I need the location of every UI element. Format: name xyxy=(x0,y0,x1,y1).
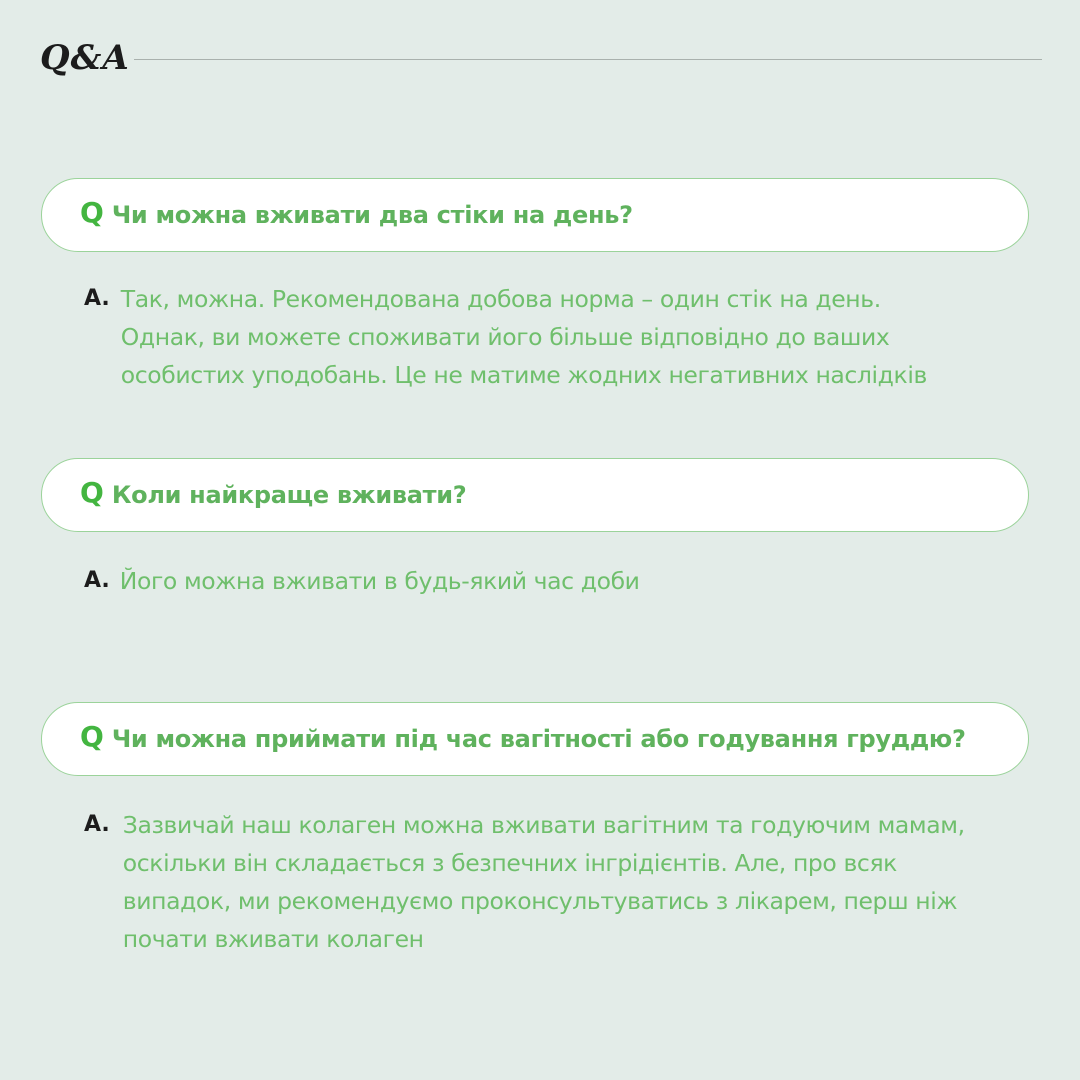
answer-line: почати вживати колаген xyxy=(122,925,424,953)
answer-block-2 xyxy=(84,562,640,600)
answer-marker: A. xyxy=(84,568,110,593)
answer-line: Його можна вживати в будь-який час доби xyxy=(119,567,640,595)
answer-block-1 xyxy=(84,280,927,394)
answer-line: Зазвичай наш колаген можна вживати вагітним та годуючим мамам, xyxy=(122,811,965,839)
header-divider xyxy=(134,59,1042,60)
question-text: Коли найкраще вживати? xyxy=(111,481,467,509)
answer-marker: A. xyxy=(84,812,110,837)
question-text: Чи можна приймати під час вагітності або годування груддю? xyxy=(111,725,966,753)
answer-text xyxy=(121,280,927,394)
question-marker: Q xyxy=(80,720,104,753)
question-pill-2 xyxy=(41,458,1029,532)
question-marker: Q xyxy=(80,196,104,229)
answer-text xyxy=(120,562,640,600)
answer-line: Однак, ви можете споживати його більше відповідно до ваших xyxy=(120,323,890,351)
answer-block-3 xyxy=(84,806,965,958)
question-pill-1 xyxy=(41,178,1029,252)
answer-line: особистих уподобань. Це не матиме жодних негативних наслідків xyxy=(120,361,927,389)
question-marker: Q xyxy=(80,476,104,509)
answer-text xyxy=(123,806,965,958)
question-text: Чи можна вживати два стіки на день? xyxy=(111,201,633,229)
answer-line: оскільки він складається з безпечних інгрідієнтів. Але, про всяк xyxy=(122,849,897,877)
answer-line: випадок, ми рекомендуємо проконсультуватись з лікарем, перш ніж xyxy=(122,887,958,915)
page-title: Q&A xyxy=(40,38,130,78)
answer-line: Так, можна. Рекомендована добова норма – один стік на день. xyxy=(120,285,881,313)
answer-marker: A. xyxy=(84,286,110,311)
question-pill-3 xyxy=(41,702,1029,776)
